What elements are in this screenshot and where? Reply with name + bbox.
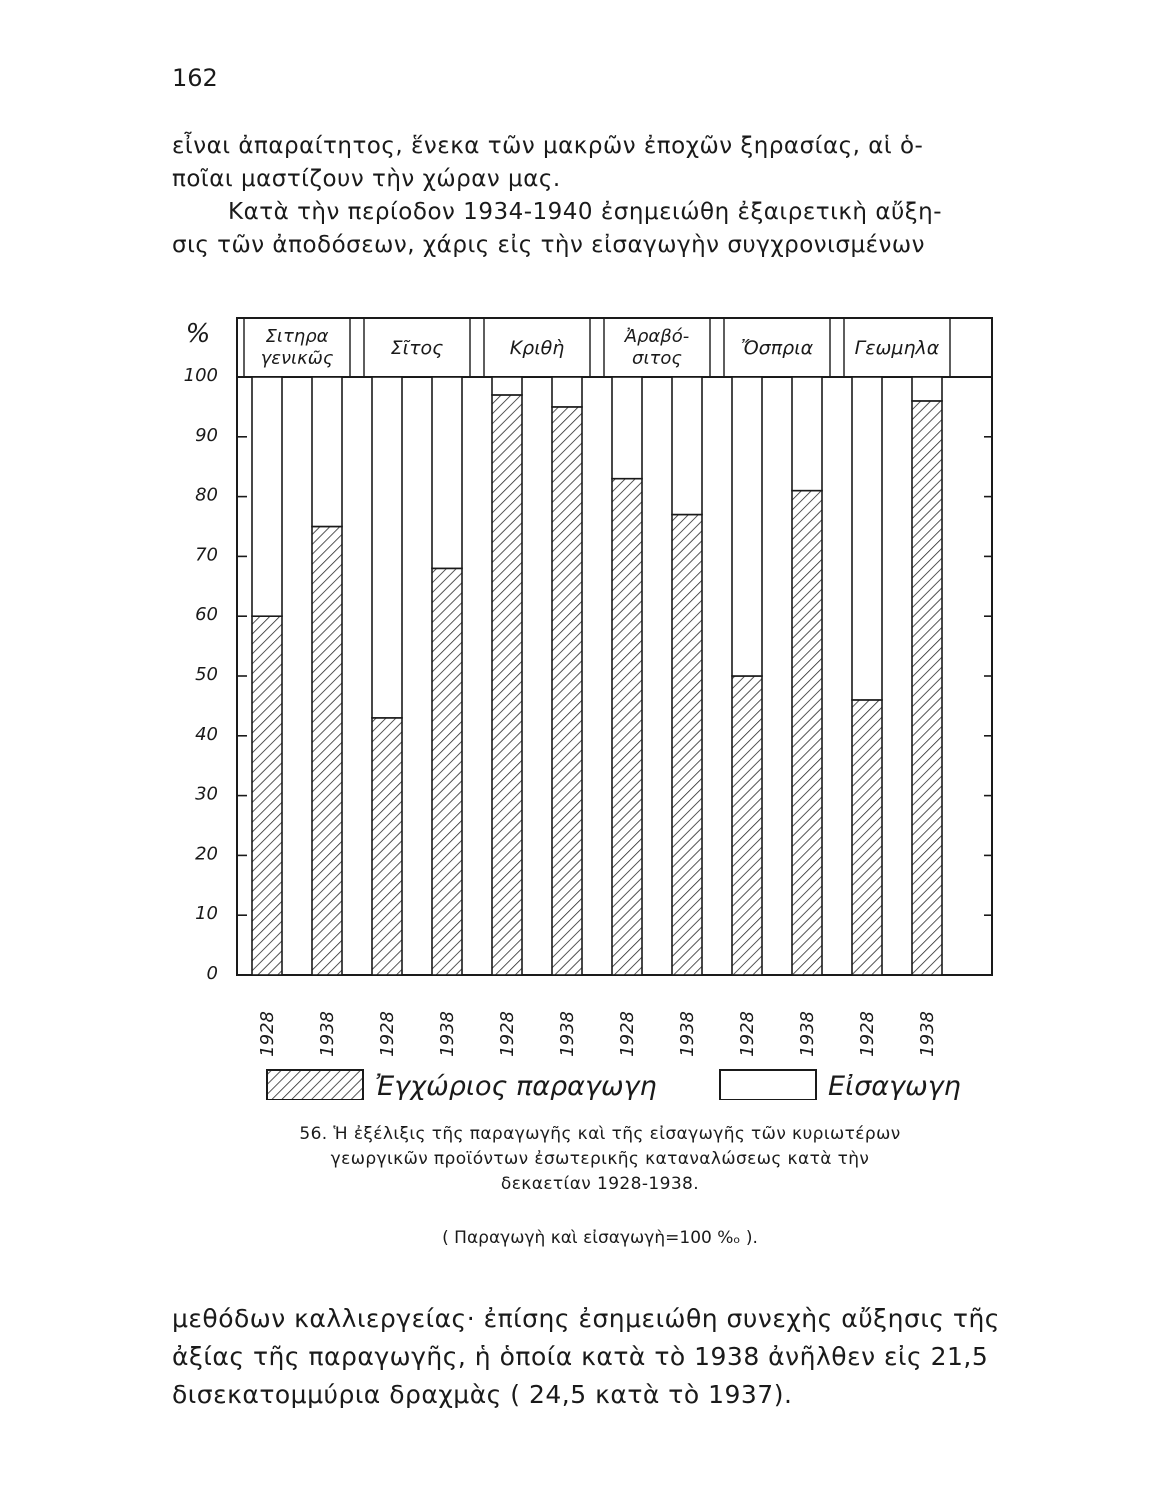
category-label: Ἀραβό- <box>624 326 690 347</box>
bar-import <box>312 377 342 527</box>
y-tick-label: 50 <box>195 664 218 685</box>
bar-import <box>552 377 582 407</box>
y-tick-label: 90 <box>195 424 218 446</box>
text-line: σις τῶν ἀποδόσεων, χάρις εἰς τὴν εἰσαγωγὴν συγχρονισμένων <box>172 232 925 258</box>
bar-production <box>912 401 942 975</box>
x-year-label: 1938 <box>917 1011 938 1057</box>
bar-production <box>252 616 282 975</box>
paragraph-top <box>172 130 1022 262</box>
bar-import <box>252 377 282 616</box>
x-year-label: 1928 <box>377 1011 398 1057</box>
x-year-label: 1938 <box>437 1011 458 1057</box>
bar-import <box>852 377 882 700</box>
category-label: Κριθὴ <box>509 337 565 359</box>
bars <box>252 377 942 975</box>
x-year-label: 1928 <box>737 1011 758 1057</box>
x-year-label: 1938 <box>557 1011 578 1057</box>
y-tick-label: 40 <box>195 723 218 745</box>
caption-line: 56. Ἡ ἐξέλιξις τῆς παραγωγῆς καὶ τῆς εἰσαγωγῆς τῶν κυριωτέρων <box>299 1124 901 1144</box>
page-number: 162 <box>172 64 218 92</box>
y-unit-label: % <box>185 319 211 349</box>
paragraph-bottom <box>172 1300 1022 1414</box>
x-year-label: 1928 <box>617 1011 638 1057</box>
bar-import <box>492 377 522 395</box>
caption-note: ( Παραγωγὴ καὶ εἰσαγωγὴ=100 %ₒ ). <box>442 1228 758 1248</box>
bar-import <box>912 377 942 401</box>
x-year-label: 1928 <box>497 1011 518 1057</box>
bar-import <box>732 377 762 676</box>
bar-import <box>612 377 642 479</box>
text-line: εἶναι ἀπαραίτητος, ἕνεκα τῶν μακρῶν ἐποχῶν ξηρασίας, αἱ ὁ- <box>172 133 924 159</box>
text-line: ἀξίας τῆς παραγωγῆς, ἡ ὁποία κατὰ τὸ 1938 ἀνῆλθεν εἰς 21,5 <box>172 1342 989 1371</box>
category-label: Σιτηρα <box>265 326 329 347</box>
x-year-label: 1938 <box>677 1011 698 1057</box>
legend-swatch-import <box>720 1070 816 1100</box>
bar-production <box>492 395 522 975</box>
legend-label-import: Εἰσαγωγη <box>828 1071 961 1100</box>
caption-line: γεωργικῶν προϊόντων ἐσωτερικῆς καταναλώσεως κατὰ τὴν <box>330 1149 870 1169</box>
bar-production <box>672 515 702 975</box>
y-tick-label: 30 <box>195 783 218 805</box>
legend <box>267 1070 961 1100</box>
x-year-label: 1928 <box>257 1011 278 1057</box>
bar-production <box>312 527 342 976</box>
text-line: ποῖαι μαστίζουν τὴν χώραν μας. <box>172 166 561 192</box>
x-year-label: 1928 <box>857 1011 878 1057</box>
category-header-row <box>244 318 950 377</box>
category-label: Ὄσπρια <box>740 337 814 359</box>
bar-production <box>792 491 822 975</box>
bar-production <box>852 700 882 975</box>
category-label: Σῖτος <box>390 337 444 359</box>
y-tick-label: 20 <box>195 843 218 865</box>
bar-production <box>612 479 642 975</box>
x-year-label: 1938 <box>317 1011 338 1057</box>
text-line: Κατὰ τὴν περίοδον 1934-1940 ἐσημειώθη ἐξαιρετικὴ αὔξη- <box>228 199 942 225</box>
y-tick-label: 0 <box>206 963 218 984</box>
bar-production <box>432 568 462 975</box>
stacked-bar-chart <box>160 300 1010 1100</box>
x-year-label: 1938 <box>797 1011 818 1057</box>
y-tick-label: 60 <box>195 604 218 626</box>
legend-swatch-production <box>267 1070 363 1100</box>
bar-import <box>672 377 702 515</box>
bar-import <box>792 377 822 491</box>
y-tick-label: 100 <box>183 365 218 386</box>
bar-production <box>552 407 582 975</box>
legend-label-production: Ἐγχώριος παραγωγη <box>375 1071 657 1100</box>
bar-production <box>732 676 762 975</box>
figure-caption <box>200 1122 1000 1197</box>
category-label-line2: γενικῶς <box>260 348 334 369</box>
y-tick-label: 10 <box>195 903 218 925</box>
text-line: δισεκατομμύρια δραχμὰς ( 24,5 κατὰ τὸ 1937). <box>172 1380 793 1409</box>
y-tick-label: 70 <box>195 544 218 566</box>
caption-line: δεκαετίαν 1928-1938. <box>500 1174 700 1194</box>
bar-import <box>372 377 402 718</box>
bar-production <box>372 718 402 975</box>
text-line: μεθόδων καλλιεργείας· ἐπίσης ἐσημειώθη συνεχὴς αὔξησις τῆς <box>172 1304 1000 1333</box>
category-label: Γεωμηλα <box>854 337 940 359</box>
y-tick-label: 80 <box>195 484 218 506</box>
x-axis-year-labels <box>257 1011 938 1057</box>
bar-import <box>432 377 462 568</box>
category-label-line2: σιτος <box>632 348 682 369</box>
